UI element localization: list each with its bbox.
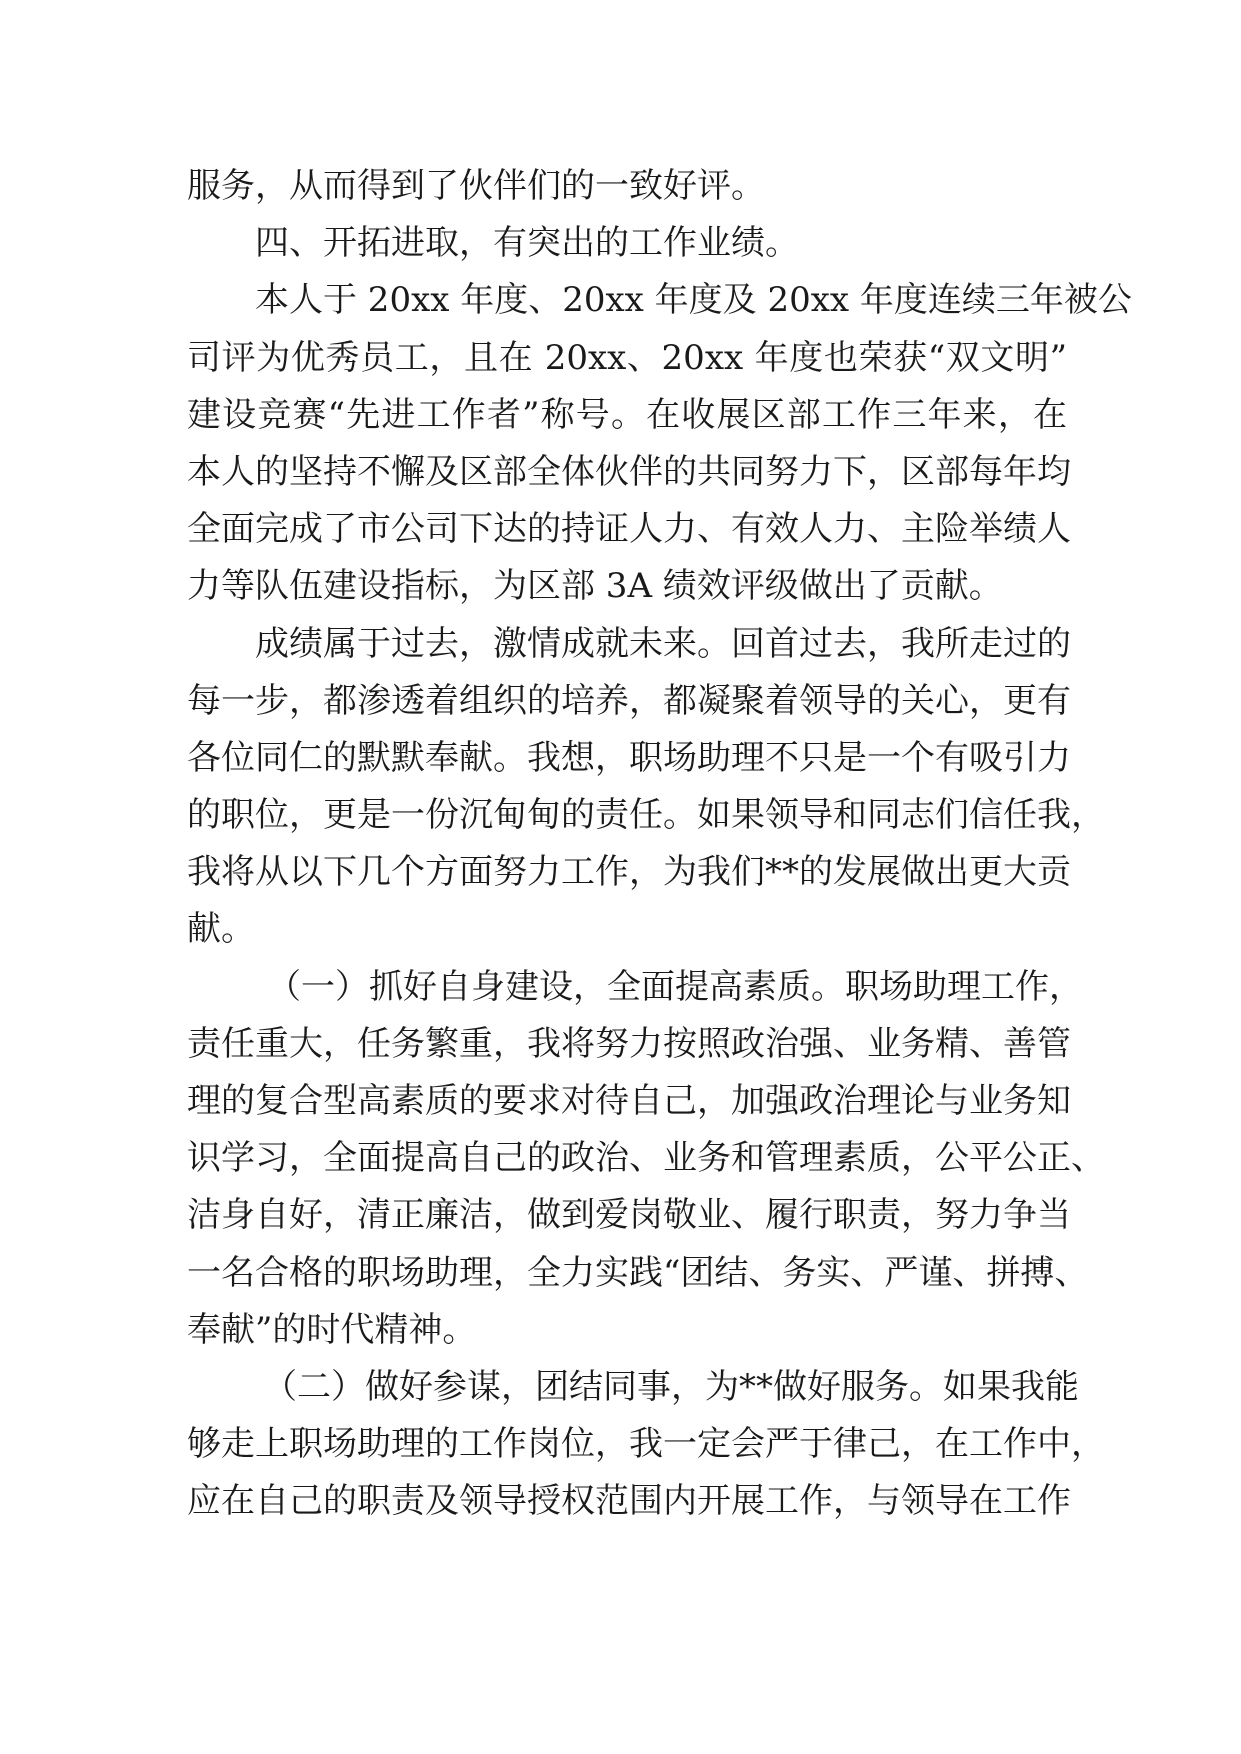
text-line: （一）抓好自身建设，全面提高素质。职场助理工作，: [267, 966, 1083, 1007]
text-line: 成绩属于过去，激情成就未来。回首过去，我所走过的: [255, 623, 1071, 664]
text-line: 全面完成了市公司下达的持证人力、有效人力、主险举绩人: [187, 509, 1071, 550]
text-line: 理的复合型高素质的要求对待自己，加强政治理论与业务知: [187, 1081, 1071, 1121]
text-line: 司评为优秀员工，且在 20xx、20xx 年度也荣获“双文明”: [187, 337, 1067, 378]
section-heading: 四、开拓进取，有突出的工作业绩。: [255, 223, 799, 264]
text-line: 建设竞赛“先进工作者”称号。在收展区部工作三年来，在: [187, 394, 1067, 435]
text-line: 本人的坚持不懈及区部全体伙伴的共同努力下，区部每年均: [187, 451, 1071, 492]
text-line: 识学习，全面提高自己的政治、业务和管理素质，公平公正、: [187, 1138, 1105, 1179]
text-line: 力等队伍建设指标，为区部 3A 绩效评级做出了贡献。: [187, 566, 1003, 607]
text-line: 责任重大，任务繁重，我将努力按照政治强、业务精、善管: [187, 1023, 1071, 1064]
text-line: 本人于 20xx 年度、20xx 年度及 20xx 年度连续三年被公: [255, 280, 1132, 321]
text-line: 献。: [187, 909, 255, 950]
text-line: 各位同仁的默默奉献。我想，职场助理不只是一个有吸引力: [187, 737, 1071, 778]
text-line: 够走上职场助理的工作岗位，我一定会严于律己，在工作中，: [187, 1424, 1105, 1465]
text-line: 应在自己的职责及领导授权范围内开展工作，与领导在工作: [187, 1481, 1071, 1522]
text-line: 洁身自好，清正廉洁，做到爱岗敬业、履行职责，努力争当: [187, 1195, 1071, 1236]
text-line: 服务，从而得到了伙伴们的一致好评。: [187, 166, 765, 206]
text-line: 我将从以下几个方面努力工作，为我们**的发展做出更大贡: [187, 852, 1071, 893]
text-line: 的职位，更是一份沉甸甸的责任。如果领导和同志们信任我，: [187, 795, 1105, 836]
text-line: 奉献”的时代精神。: [187, 1309, 477, 1350]
text-line: （二）做好参谋，团结同事，为**做好服务。如果我能: [263, 1366, 1079, 1407]
text-line: 一名合格的职场助理，全力实践“团结、务实、严谨、拼搏、: [187, 1252, 1089, 1293]
text-line: 每一步，都渗透着组织的培养，都凝聚着领导的关心，更有: [187, 680, 1071, 721]
document-body: [187, 158, 1132, 1531]
